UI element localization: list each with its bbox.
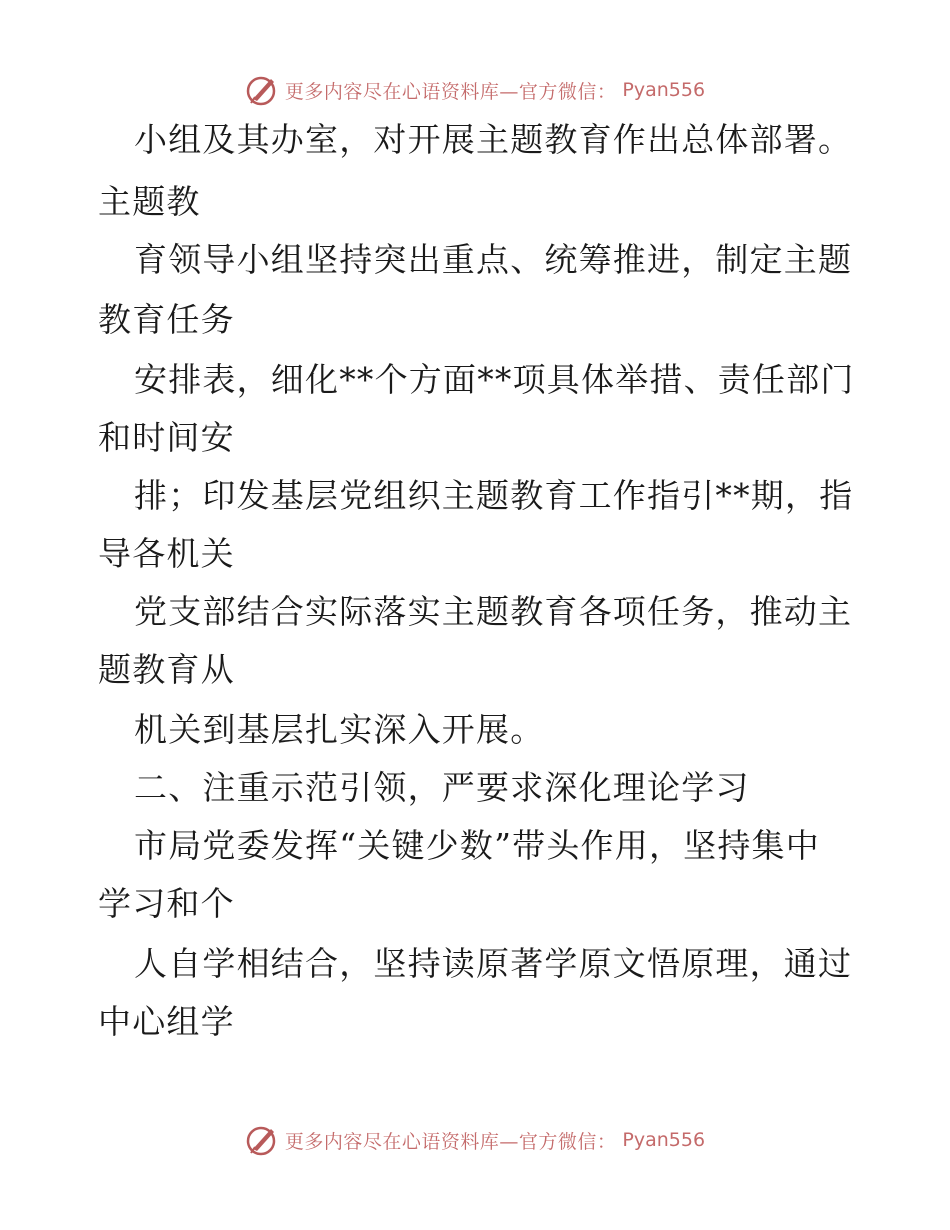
text-line: 育领导小组坚持突出重点、统筹推进，制定主题: [134, 240, 853, 279]
text-line: 导各机关: [98, 534, 235, 573]
text-line: 和时间安: [98, 418, 235, 457]
text-line: 安排表，细化**个方面**项具体举措、责任部门: [134, 360, 855, 399]
text-line: 学习和个: [98, 884, 235, 923]
footer-watermark: [0, 1120, 950, 1160]
text-line: 人自学相结合，坚持读原著学原文悟原理，通过: [134, 944, 853, 983]
header-watermark-text: 更多内容尽在心语资料库—官方微信：: [284, 80, 617, 103]
text-line: 教育任务: [98, 300, 235, 339]
section-heading: 二、注重示范引领，严要求深化理论学习: [134, 768, 750, 807]
text-line: 市局党委发挥“关键少数”带头作用，坚持集中: [134, 826, 820, 865]
quill-logo-icon: [245, 1123, 279, 1157]
text-line: 题教育从: [98, 650, 235, 689]
text-line: 机关到基层扎实深入开展。: [134, 710, 545, 749]
text-line: 主题教: [98, 182, 201, 221]
text-line: 排；印发基层党组织主题教育工作指引**期，指: [134, 476, 854, 515]
text-line: 中心组学: [98, 1002, 235, 1041]
header-watermark: [0, 70, 950, 110]
text-line: 小组及其办室，对开展主题教育作出总体部署。: [134, 120, 853, 159]
footer-watermark-text: 更多内容尽在心语资料库—官方微信：: [284, 1130, 617, 1153]
text-line: 党支部结合实际落实主题教育各项任务，推动主: [134, 592, 853, 631]
header-watermark-id: Pyan556: [622, 79, 706, 101]
quill-logo-icon: [245, 73, 279, 107]
footer-watermark-id: Pyan556: [622, 1129, 706, 1151]
